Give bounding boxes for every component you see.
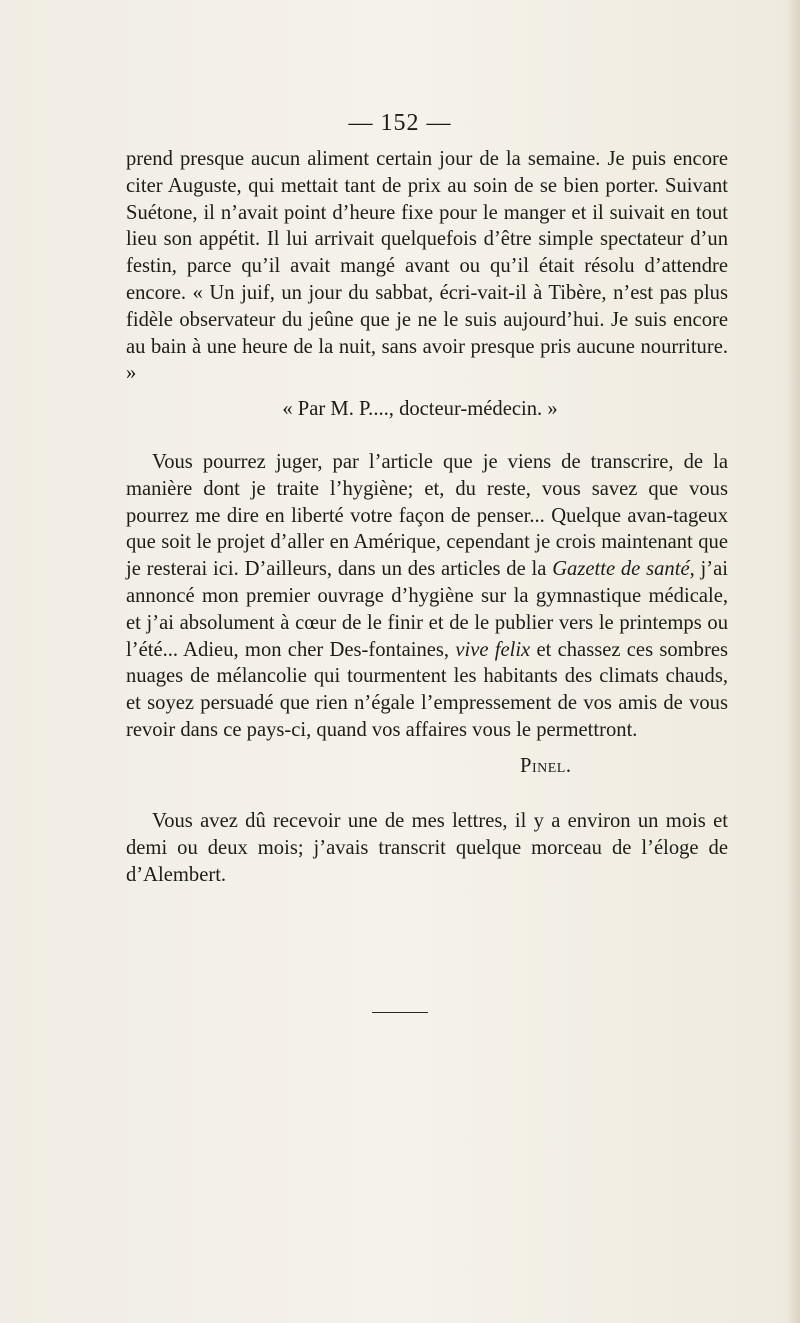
gazette-title: Gazette de santé: [552, 558, 690, 581]
section-divider: [372, 1012, 428, 1013]
paragraph-2-part-c: et chassez ces sombres nuages de mélancolie qui tourmentent les habitants des climats chauds, et soyez persuadé que rien n’égale l’empressement de vos amis de vous revoir dans ce pays-ci, quand vos affaires vous le permettront.: [126, 638, 728, 741]
latin-phrase: vive felix: [455, 638, 531, 661]
page-number: — 152 —: [348, 110, 452, 136]
paragraph-1-text: prend presque aucun aliment certain jour de la semaine. Je puis encore citer Auguste, qui mettait tant de prix au soin de se bien porter. Suivant Suétone, il n’avait point d’heure fixe pour le manger et il suivait en tout lieu son appétit. Il lui arrivait quelquefois d’être simple spectateur d’un festin, parce qu’il avait mangé avant ou qu’il était résolu d’attendre encore. « Un juif, un jour du sabbat, écri-vait-il à Tibère, n’est pas plus fidèle observateur du jeûne que je ne le suis aujourd’hui. Je suis encore au bain à une heure de la nuit, sans avoir presque pris aucune nourriture. »: [126, 148, 728, 385]
paragraph-1: [126, 146, 728, 387]
paragraph-3-text: Vous avez dû recevoir une de mes lettres, il y a environ un mois et demi ou deux mois; j’avais transcrit quelque morceau de l’éloge de d’Alembert.: [126, 810, 728, 886]
paragraph-2-text: [126, 449, 728, 744]
signature-pinel: Pinel.: [520, 755, 572, 777]
paragraph-3: [126, 808, 728, 888]
page-edge-shadow: [786, 0, 800, 1323]
paragraph-2-part-a: Vous pourrez juger, par l’article que je viens de transcrire, de la manière dont je traite l’hygiène; et, du reste, vous savez que vous pourrez me dire en liberté votre façon de penser... Quelque avan-tageux que soit le projet d’aller en Amérique, cependant je crois maintenant que je resterai ici. D’ailleurs, dans un des articles de la: [126, 451, 728, 581]
attribution-line: « Par M. P...., docteur-médecin. »: [282, 398, 558, 420]
paragraph-2: [126, 449, 728, 744]
paragraph-2-part-b: , j’ai annoncé mon premier ouvrage d’hygiène sur la gymnastique médicale, et j’ai absolument à cœur de le finir et de le publier vers le printemps ou l’été... Adieu, mon cher Des-fontaines,: [126, 558, 728, 661]
